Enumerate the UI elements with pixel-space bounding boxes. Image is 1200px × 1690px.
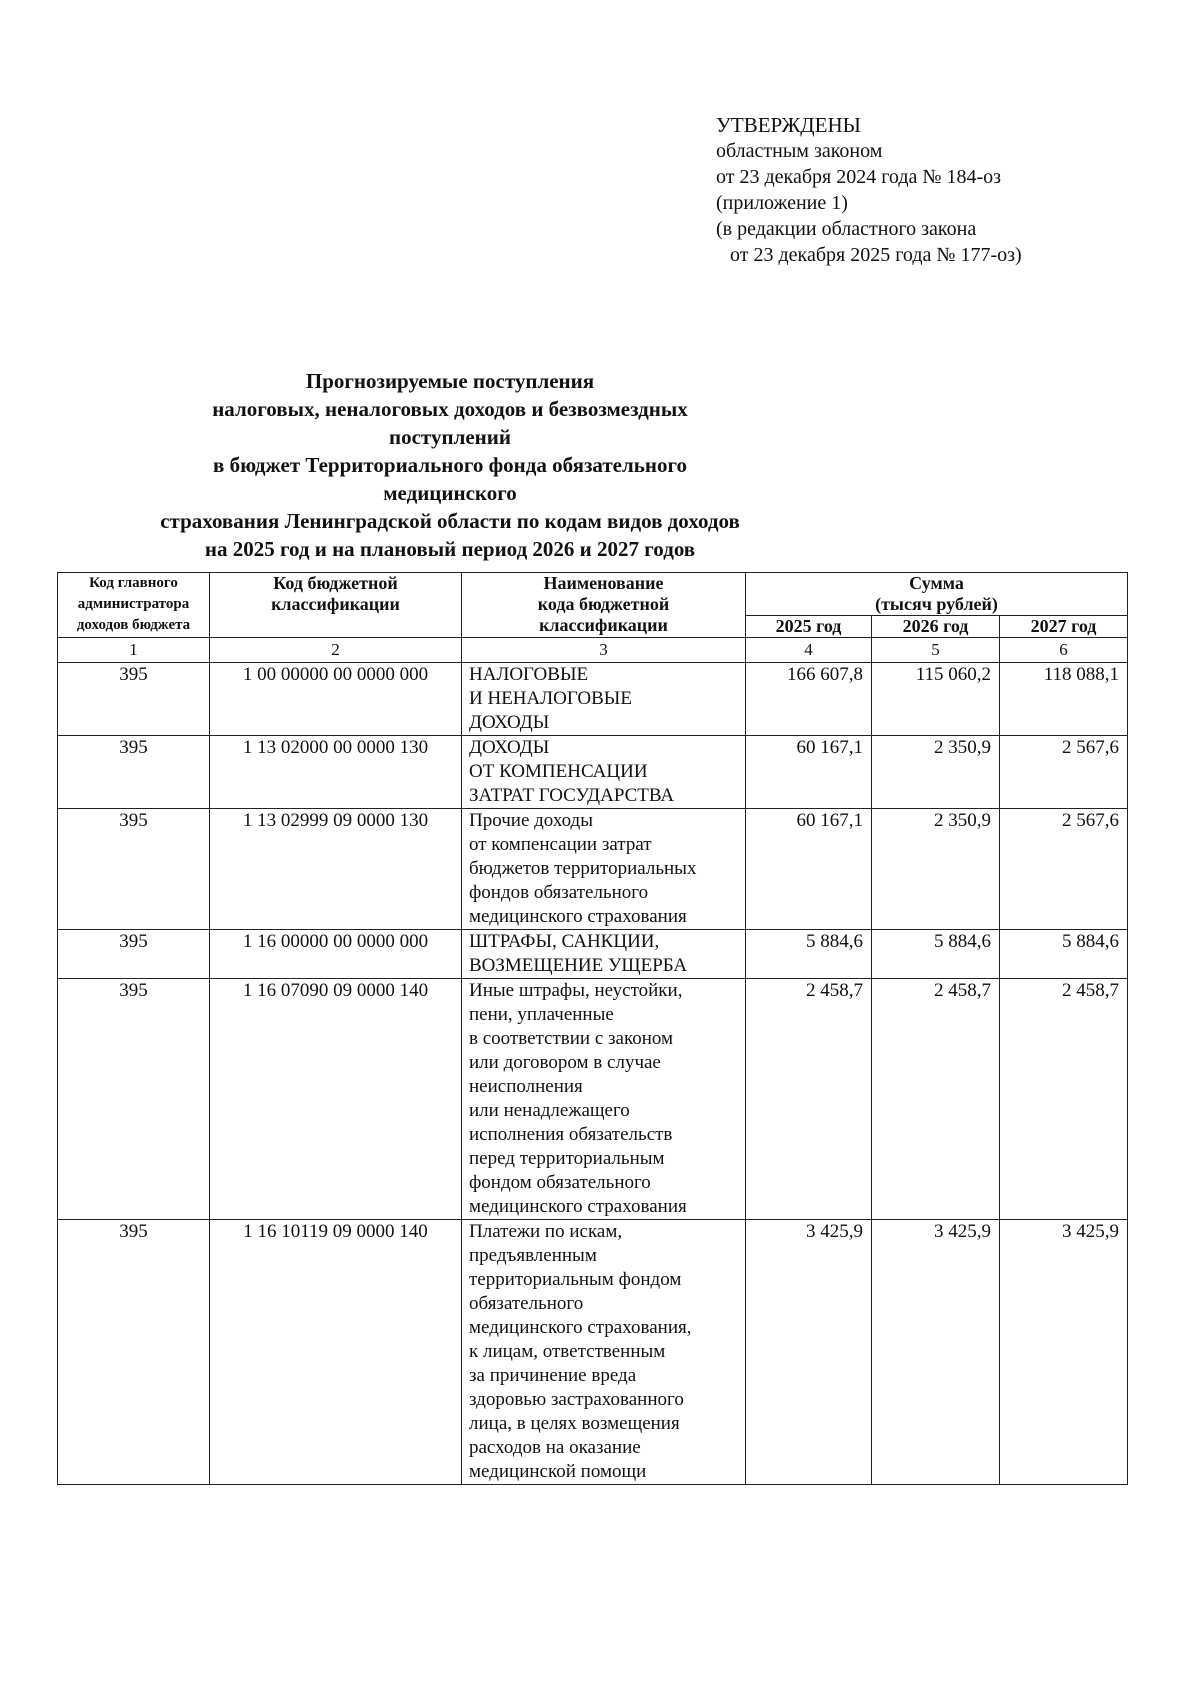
document-title (150, 367, 750, 563)
column-number: 5 (872, 638, 1000, 663)
budget-code-cell: 1 16 00000 00 0000 000 (210, 930, 462, 979)
column-number: 2 (210, 638, 462, 663)
table-row (58, 1220, 1128, 1485)
name-cell: Платежи по искам, предъявленным территориальным фондом обязательного медицинского страхования, к лицам, ответственным за причинение вреда здоровью застрахованного лица, в целях возмещения расходов на оказание медицинской помощи (462, 1220, 746, 1485)
table-row (58, 736, 1128, 809)
amount-2025-cell: 5 884,6 (746, 930, 872, 979)
approval-stamp (716, 112, 1022, 268)
header-sum: Сумма (тысяч рублей) (746, 573, 1128, 616)
table-row (58, 930, 1128, 979)
amount-2027-cell: 2 567,6 (1000, 809, 1128, 930)
amount-2026-cell: 3 425,9 (872, 1220, 1000, 1485)
amount-2027-cell: 2 458,7 (1000, 979, 1128, 1220)
admin-code-cell: 395 (58, 1220, 210, 1485)
amount-2025-cell: 166 607,8 (746, 663, 872, 736)
approval-heading: УТВЕРЖДЕНЫ (716, 113, 861, 137)
approval-line: от 23 декабря 2024 года № 184-оз (716, 166, 1002, 188)
admin-code-cell: 395 (58, 809, 210, 930)
amount-2026-cell: 2 458,7 (872, 979, 1000, 1220)
table-row (58, 979, 1128, 1220)
header-admin-code: Код главного администратора доходов бюджета (58, 573, 210, 638)
amount-2027-cell: 5 884,6 (1000, 930, 1128, 979)
amount-2027-cell: 2 567,6 (1000, 736, 1128, 809)
table-row (58, 809, 1128, 930)
budget-code-cell: 1 13 02000 00 0000 130 (210, 736, 462, 809)
amount-2025-cell: 2 458,7 (746, 979, 872, 1220)
admin-code-cell: 395 (58, 663, 210, 736)
revenue-table (57, 572, 1128, 1485)
approval-line: областным законом (716, 140, 883, 162)
table-row (58, 663, 1128, 736)
amount-2025-cell: 3 425,9 (746, 1220, 872, 1485)
header-year-2025: 2025 год (746, 616, 872, 638)
amount-2025-cell: 60 167,1 (746, 809, 872, 930)
approval-line: (приложение 1) (716, 192, 848, 214)
admin-code-cell: 395 (58, 979, 210, 1220)
name-cell: Прочие доходы от компенсации затрат бюджетов территориальных фондов обязательного медицинского страхования (462, 809, 746, 930)
amount-2026-cell: 5 884,6 (872, 930, 1000, 979)
name-cell: ШТРАФЫ, САНКЦИИ, ВОЗМЕЩЕНИЕ УЩЕРБА (462, 930, 746, 979)
amount-2026-cell: 115 060,2 (872, 663, 1000, 736)
column-number-row (58, 638, 1128, 663)
amount-2027-cell: 118 088,1 (1000, 663, 1128, 736)
amount-2026-cell: 2 350,9 (872, 809, 1000, 930)
title-line: налоговых, неналоговых доходов и безвозмездных поступлений (212, 397, 688, 449)
column-number: 4 (746, 638, 872, 663)
budget-code-cell: 1 16 10119 09 0000 140 (210, 1220, 462, 1485)
budget-code-cell: 1 13 02999 09 0000 130 (210, 809, 462, 930)
name-cell: НАЛОГОВЫЕ И НЕНАЛОГОВЫЕ ДОХОДЫ (462, 663, 746, 736)
name-cell: Иные штрафы, неустойки, пени, уплаченные в соответствии с законом или договором в случае неисполнения или ненадлежащего исполнения обязательств перед территориальным фондом обязательного медицинского страхования (462, 979, 746, 1220)
amount-2025-cell: 60 167,1 (746, 736, 872, 809)
title-line: страхования Ленинградской области по кодам видов доходов (160, 509, 740, 533)
approval-line: (в редакции областного закона (716, 218, 977, 240)
budget-code-cell: 1 16 07090 09 0000 140 (210, 979, 462, 1220)
budget-code-cell: 1 00 00000 00 0000 000 (210, 663, 462, 736)
header-budget-code: Код бюджетной классификации (210, 573, 462, 638)
approval-line: от 23 декабря 2025 года № 177-оз) (730, 244, 1022, 266)
column-number: 1 (58, 638, 210, 663)
header-name: Наименование кода бюджетной классификации (462, 573, 746, 638)
amount-2026-cell: 2 350,9 (872, 736, 1000, 809)
column-number: 3 (462, 638, 746, 663)
admin-code-cell: 395 (58, 930, 210, 979)
header-year-2026: 2026 год (872, 616, 1000, 638)
title-line: в бюджет Территориального фонда обязательного медицинского (212, 453, 687, 505)
title-line: Прогнозируемые поступления (305, 369, 595, 393)
title-line: на 2025 год и на плановый период 2026 и 2027 годов (204, 537, 696, 561)
column-number: 6 (1000, 638, 1128, 663)
amount-2027-cell: 3 425,9 (1000, 1220, 1128, 1485)
header-year-2027: 2027 год (1000, 616, 1128, 638)
admin-code-cell: 395 (58, 736, 210, 809)
name-cell: ДОХОДЫ ОТ КОМПЕНСАЦИИ ЗАТРАТ ГОСУДАРСТВА (462, 736, 746, 809)
